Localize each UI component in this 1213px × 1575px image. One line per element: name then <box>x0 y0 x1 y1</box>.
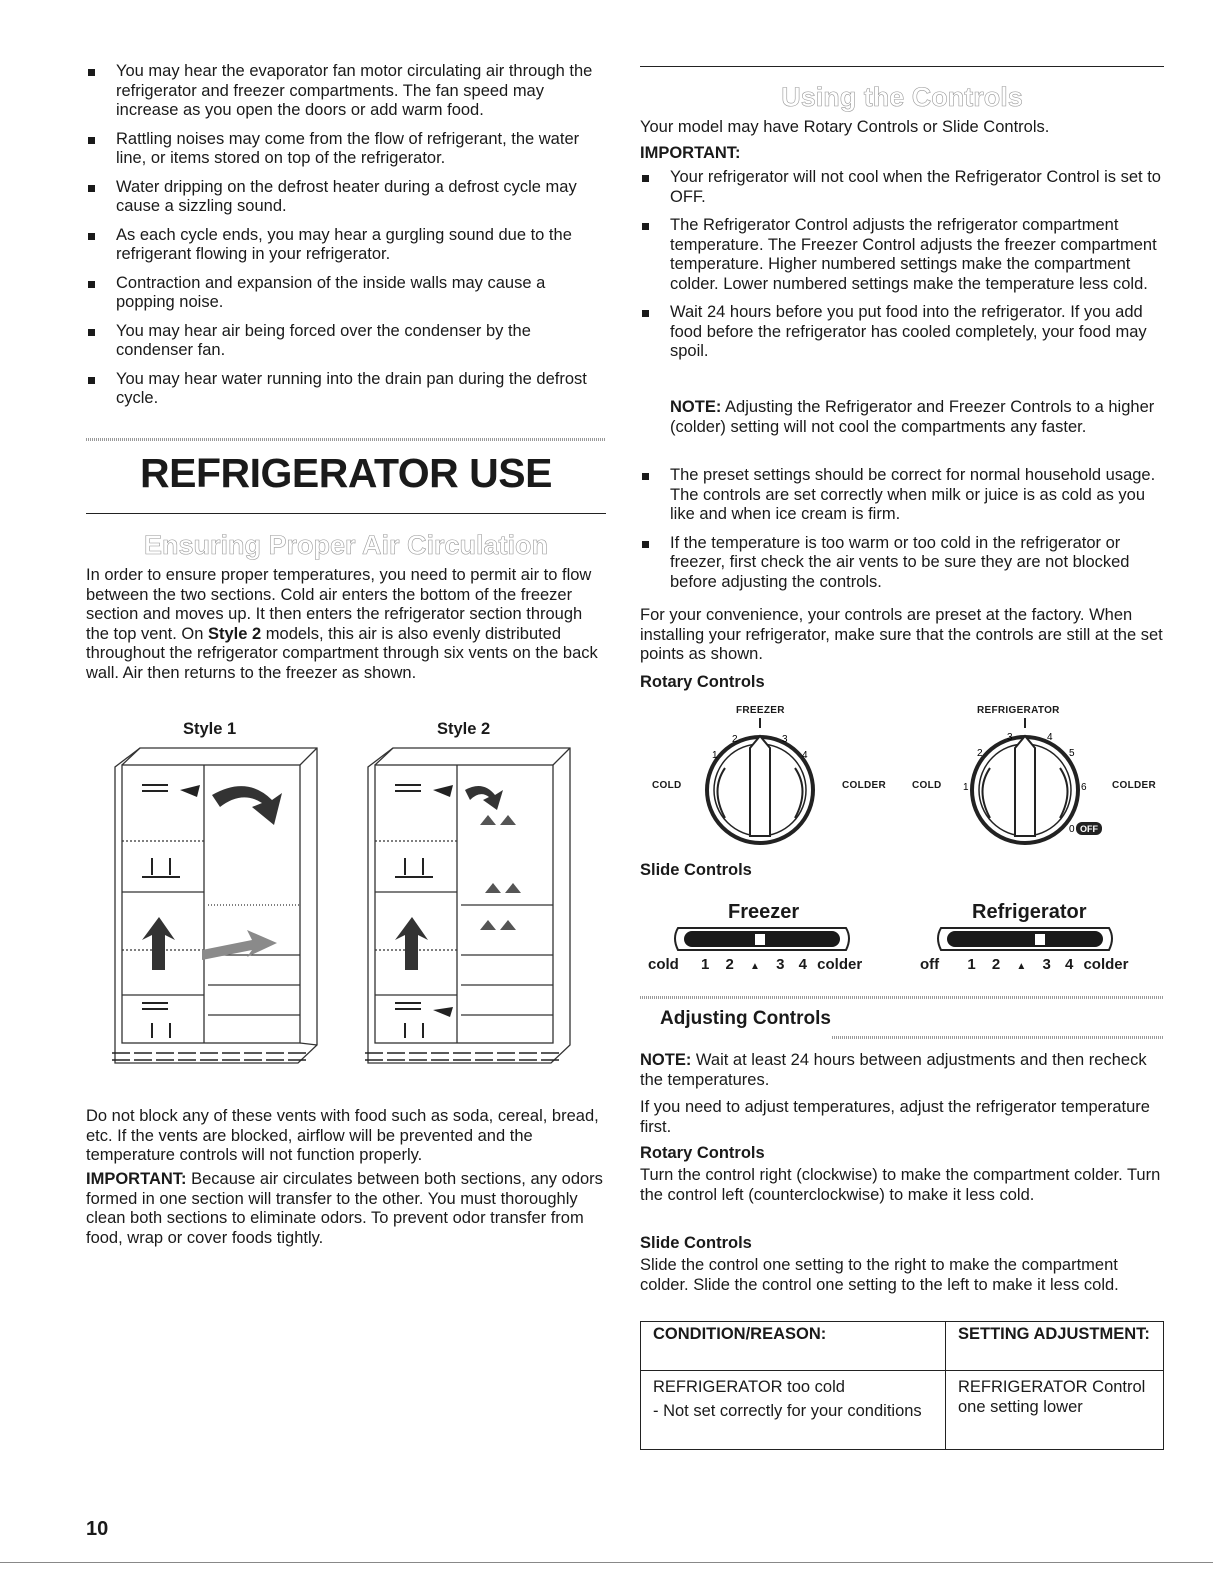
dial-number: 3 <box>782 734 788 745</box>
table-row <box>641 1371 1164 1450</box>
air-paragraph <box>86 566 606 683</box>
style1-airflow-diagram <box>112 745 322 1075</box>
left-column <box>86 62 606 418</box>
text: NOTE: <box>640 1051 692 1069</box>
rotary-label-2: Rotary Controls <box>640 1144 765 1162</box>
text: models, this air is also evenly distributed throughout the refrigerator compartment through six vents on the back wall. Air then returns to the freezer as shown. <box>86 624 598 682</box>
scale-colder: colder <box>817 956 863 973</box>
freezer-colder-label: COLDER <box>842 780 887 791</box>
controls-heading: Using the Controls <box>781 82 1023 112</box>
text: REFRIGERATOR too cold <box>653 1378 845 1396</box>
list-item: You may hear water running into the drain pan during the defrost cycle. <box>86 370 606 409</box>
important-paragraph <box>86 1170 606 1248</box>
scale-num: 3 <box>1042 956 1051 973</box>
fridge-cold-label: COLD <box>912 780 942 791</box>
off-badge: OFF <box>1080 824 1098 834</box>
list-item: As each cycle ends, you may hear a gurgling sound due to the refrigerant flowing in your refrigerator. <box>86 226 606 265</box>
freezer-dial-title: FREEZER <box>736 705 785 716</box>
list-item: If the temperature is too warm or too cold in the refrigerator or freezer, first check the air vents to be sure they are not blocked before adjusting the controls. <box>640 534 1164 593</box>
fridge-slide-control <box>935 924 1115 954</box>
page-number: 10 <box>86 1518 109 1540</box>
text: NOTE: <box>670 398 722 416</box>
block-vents-paragraph: Do not block any of these vents with food such as soda, cereal, bread, etc. If the vents are blocked, airflow will be prevented and the temperature controls will not function properly. <box>86 1107 599 1164</box>
list-item: Wait 24 hours before you put food into the refrigerator. If you add food before the refrigerator has cooled completely, your food may spoil. <box>640 303 1164 362</box>
text: In order to ensure proper temperatures, you need to permit air to flow between the two sections. Cold air enters the bottom of the freezer section and moves up. It then enters the refrigerator section through the top vent. On <box>86 566 592 643</box>
dial-number: 4 <box>802 750 808 761</box>
scale-num: 2 <box>725 956 734 973</box>
table-header-cell <box>641 1322 946 1371</box>
adjustment-table <box>640 1321 1164 1450</box>
text: SETTING ADJUSTMENT: <box>958 1325 1150 1343</box>
text: REFRIGERATOR Control one setting lower <box>958 1378 1146 1416</box>
scale-num: 1 <box>701 956 710 973</box>
scale-num: 3 <box>776 956 785 973</box>
section-title: REFRIGERATOR USE <box>140 450 552 496</box>
divider <box>86 513 606 514</box>
divider <box>640 996 1164 999</box>
important-label: IMPORTANT: <box>640 144 741 162</box>
list-item: The preset settings should be correct for normal household usage. The controls are set correctly when milk or juice is as cold as you like and when ice cream is firm. <box>640 466 1164 525</box>
style1-label: Style 1 <box>183 720 237 738</box>
controls-list <box>640 168 1164 371</box>
dial-number: 6 <box>1081 782 1087 793</box>
rotary-paragraph: Turn the control right (clockwise) to make the compartment colder. Turn the control left (counterclockwise) to make it less cold. <box>640 1166 1161 1204</box>
scale-num: 4 <box>1064 956 1074 973</box>
dial-number: 4 <box>1047 732 1053 743</box>
table-header-row <box>641 1322 1164 1371</box>
rotary-label: Rotary Controls <box>640 673 765 691</box>
divider <box>0 1562 1213 1563</box>
intro-text: Your model may have Rotary Controls or Slide Controls. <box>640 118 1050 136</box>
scale-colder: colder <box>1083 956 1129 973</box>
dial-number: 2 <box>732 734 738 745</box>
preset-paragraph: For your convenience, your controls are preset at the factory. When installing your refrigerator, make sure that the controls are still at the set points as shown. <box>640 606 1163 663</box>
text: Because air circulates between both sections, any odors formed in one section will transfer to the other. You must thoroughly clean both sections to eliminate odors. To prevent odor transfer from food, wrap or cover foods tightly. <box>86 1170 603 1247</box>
slide-label: Slide Controls <box>640 861 752 879</box>
style2-airflow-diagram <box>365 745 575 1075</box>
fridge-slide-title: Refrigerator <box>972 901 1087 923</box>
list-item: You may hear the evaporator fan motor circulating air through the refrigerator and freezer compartments. The fan speed may increase as you open the doors or add warm food. <box>86 62 606 121</box>
style2-label: Style 2 <box>437 720 491 738</box>
slide-paragraph: Slide the control one setting to the right to make the compartment colder. Slide the control one setting to the left to make it less cold. <box>640 1256 1119 1294</box>
fridge-dial-title: REFRIGERATOR <box>977 705 1060 716</box>
scale-off: off <box>920 956 940 973</box>
note2-paragraph <box>640 1051 1164 1090</box>
text: IMPORTANT: <box>86 1170 187 1188</box>
scale-num: ▲ <box>1016 961 1027 972</box>
scale-cold: cold <box>648 956 679 973</box>
fridge-rotary-dial <box>955 718 1105 848</box>
list-item: Water dripping on the defrost heater during a defrost cycle may cause a sizzling sound. <box>86 178 606 217</box>
text: CONDITION/REASON: <box>653 1325 827 1343</box>
text: - Not set correctly for your conditions <box>653 1402 922 1420</box>
note-paragraph <box>670 398 1164 437</box>
slide-label-2: Slide Controls <box>640 1234 752 1252</box>
dial-number: 3 <box>1007 732 1013 743</box>
list-item: The Refrigerator Control adjusts the refrigerator compartment temperature. The Freezer Control adjusts the freezer compartment temperature. Higher numbered settings make the compartment colder. Lower numbered settings make the temperature less cold. <box>640 216 1164 294</box>
list-item: Your refrigerator will not cool when the Refrigerator Control is set to OFF. <box>640 168 1164 207</box>
divider <box>832 1036 1164 1039</box>
fridge-colder-label: COLDER <box>1112 780 1157 791</box>
text: Wait at least 24 hours between adjustments and then recheck the temperatures. <box>640 1051 1147 1089</box>
sounds-list <box>86 62 606 409</box>
scale-num: ▲ <box>750 961 760 972</box>
freezer-slide-scale <box>648 956 862 973</box>
scale-num: 2 <box>991 956 1001 973</box>
scale-num: 4 <box>798 956 807 973</box>
table-cell <box>946 1371 1164 1450</box>
scale-num: 1 <box>967 956 976 973</box>
freezer-rotary-dial <box>700 718 820 848</box>
freezer-slide-control <box>672 924 852 954</box>
text: Style 2 <box>208 624 262 643</box>
freezer-cold-label: COLD <box>652 780 682 791</box>
table-cell <box>641 1371 946 1450</box>
controls-list-2 <box>640 466 1164 601</box>
fridge-slide-scale <box>920 956 1128 973</box>
divider <box>640 66 1164 67</box>
dial-number: 2 <box>977 748 983 759</box>
dial-number: 5 <box>1069 748 1075 759</box>
list-item: Rattling noises may come from the flow of refrigerant, the water line, or items stored on top of the refrigerator. <box>86 130 606 169</box>
adjust-first-paragraph: If you need to adjust temperatures, adjust the refrigerator temperature first. <box>640 1098 1150 1136</box>
divider <box>86 438 606 441</box>
adjusting-heading: Adjusting Controls <box>660 1008 831 1029</box>
dial-number: 0 <box>1069 824 1075 835</box>
table-header-cell <box>946 1322 1164 1371</box>
list-item: Contraction and expansion of the inside walls may cause a popping noise. <box>86 274 606 313</box>
list-item: You may hear air being forced over the condenser by the condenser fan. <box>86 322 606 361</box>
text: Adjusting the Refrigerator and Freezer Controls to a higher (colder) setting will not cool the compartments any faster. <box>670 398 1155 436</box>
air-circulation-heading: Ensuring Proper Air Circulation <box>143 530 549 560</box>
dial-number: 1 <box>712 750 718 761</box>
dial-number: 1 <box>963 782 969 793</box>
freezer-slide-title: Freezer <box>728 901 800 923</box>
